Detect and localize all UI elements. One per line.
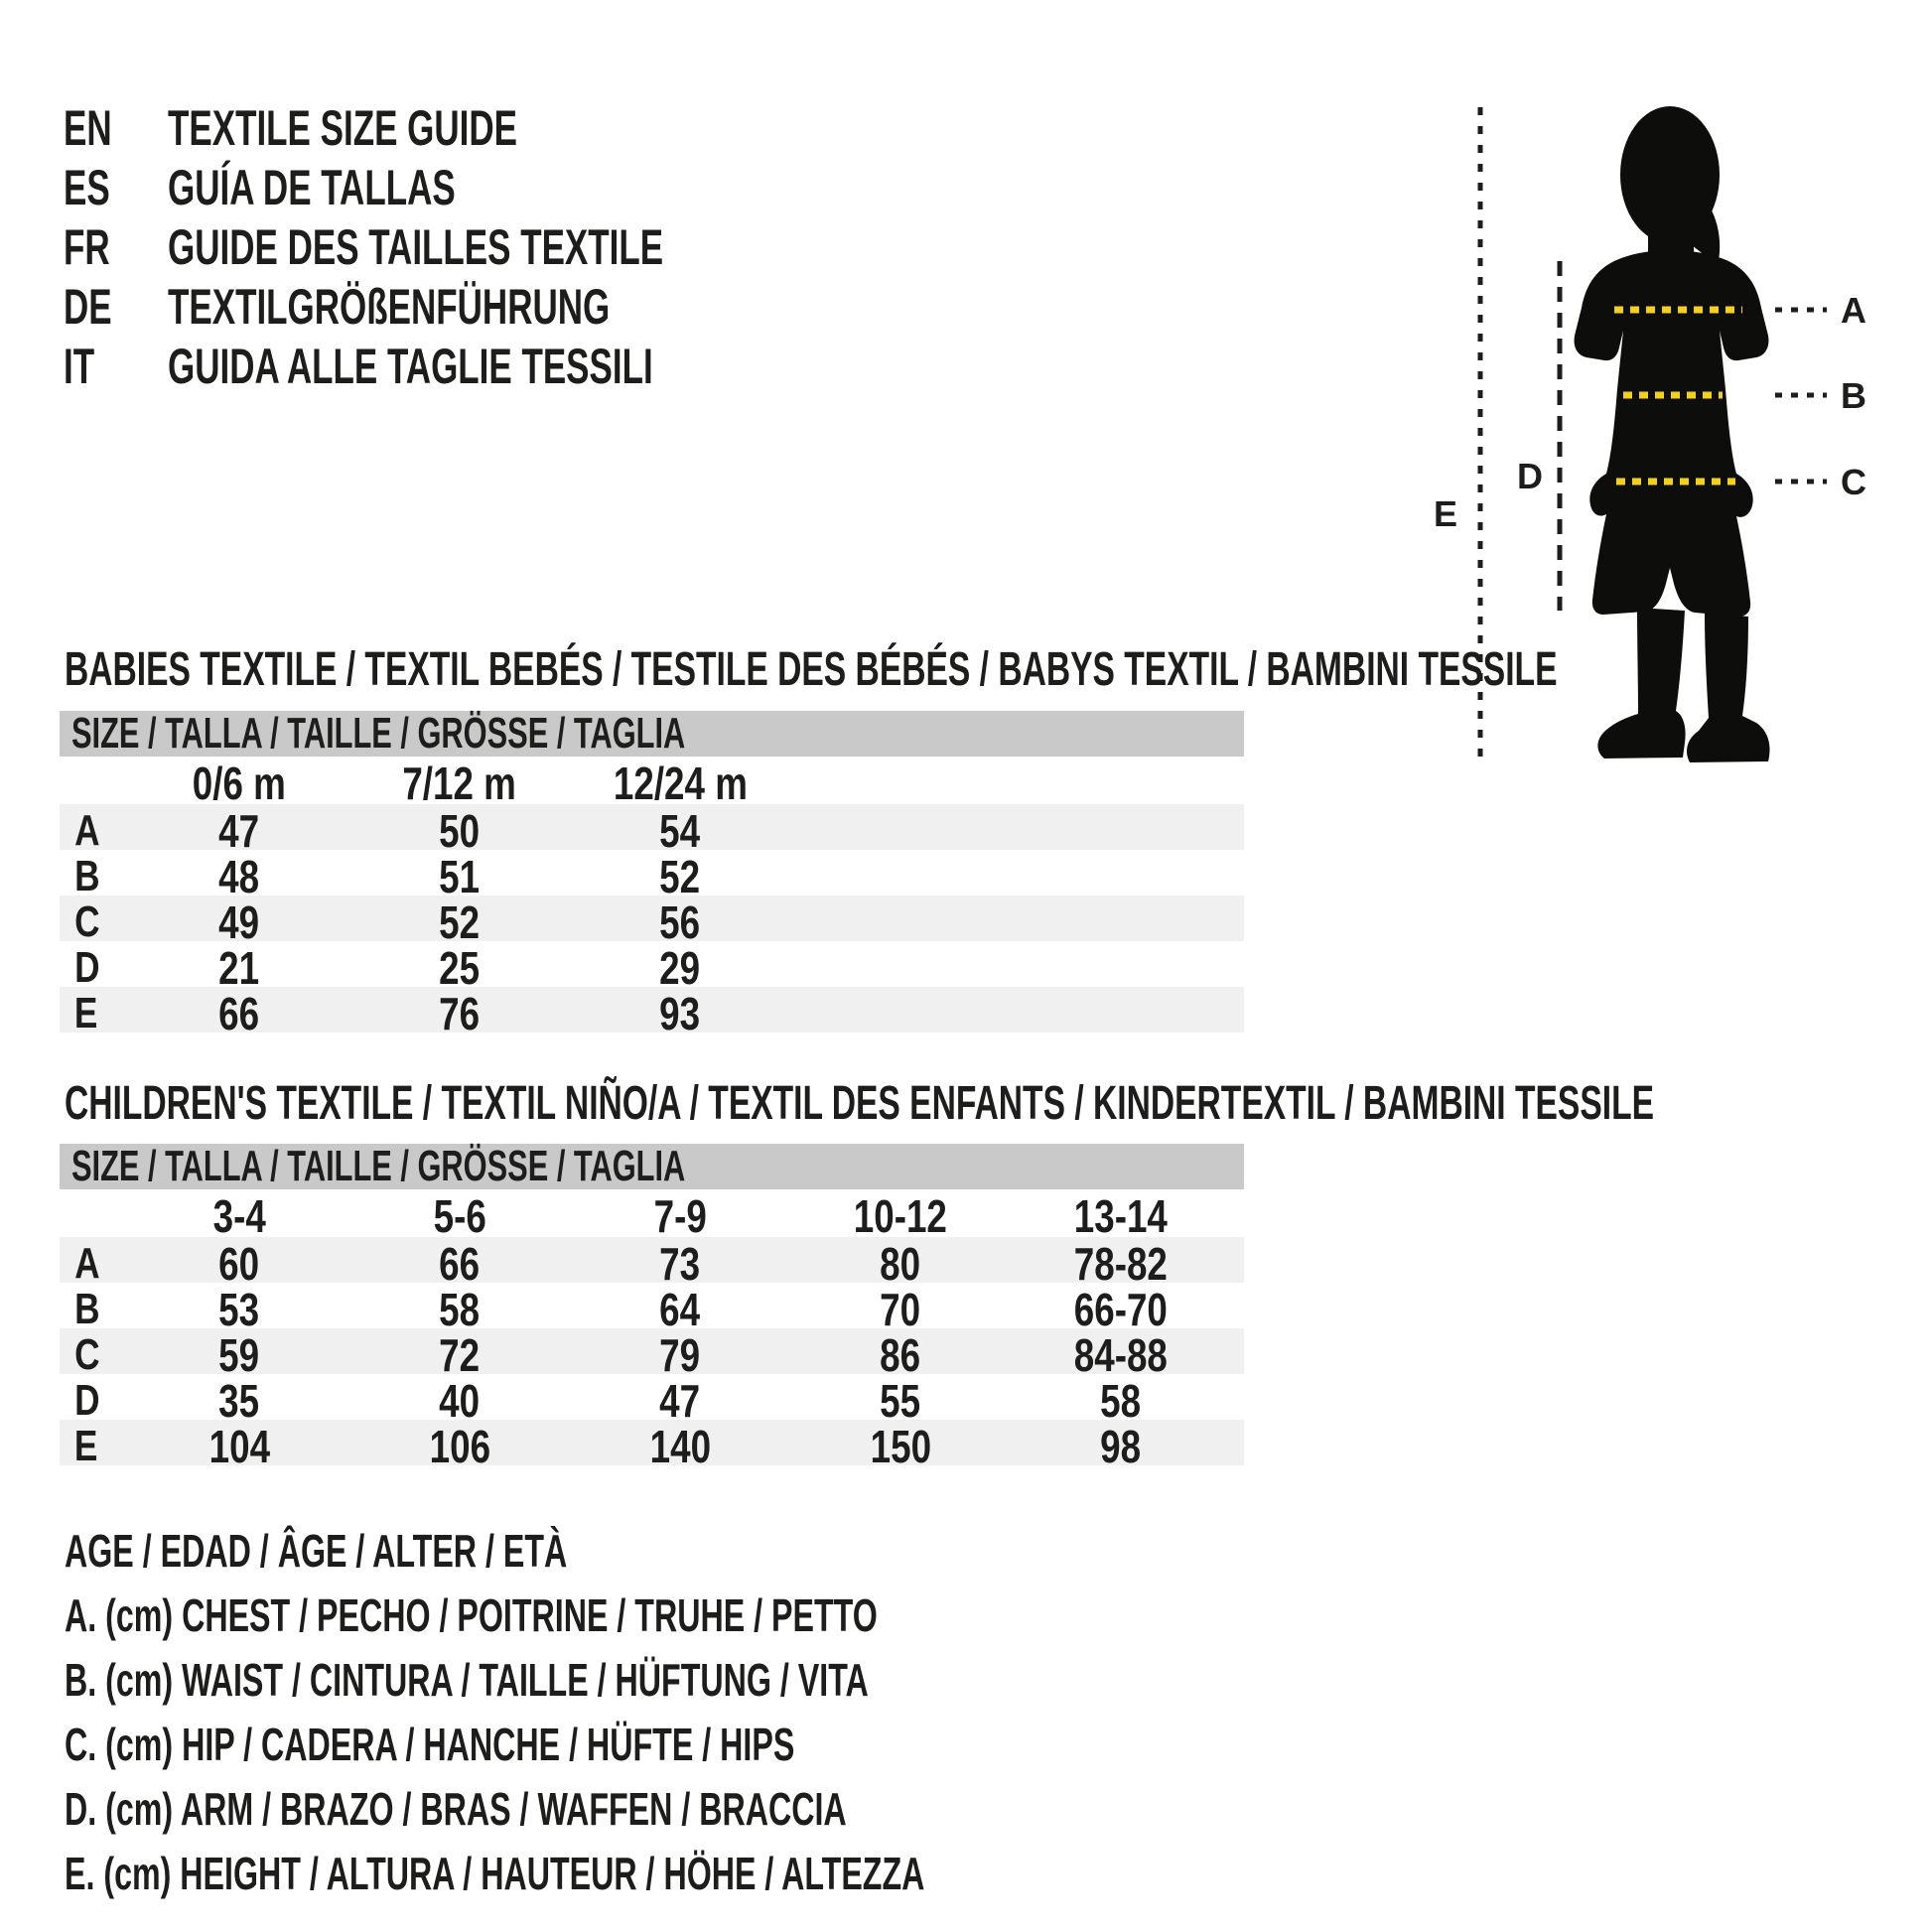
measurement-legend [65, 1519, 1294, 1906]
children-size-table [60, 1142, 1244, 1472]
legend-line-age: AGE / EDAD / ÂGE / ALTER / ETÀ [65, 1525, 568, 1577]
language-row-en [64, 98, 876, 158]
cell: 66 [439, 1238, 481, 1290]
table-row [60, 1328, 1244, 1381]
babies-section-title: BABIES TEXTILE / TEXTIL BEBÉS / TESTILE DES BÉBÉS / BABYS TEXTIL / BAMBINI TESSILE [65, 643, 1558, 696]
language-title: GUÍA DE TALLAS [168, 160, 456, 215]
cell: 48 [218, 851, 260, 902]
table-row [60, 850, 1244, 902]
cell: 47 [659, 1375, 701, 1427]
language-code: FR [64, 219, 110, 275]
language-title: GUIDE DES TAILLES TEXTILE [168, 219, 664, 275]
cell: 49 [218, 897, 260, 948]
cell: 54 [659, 805, 701, 857]
cell: 52 [659, 851, 701, 902]
cell: 58 [1100, 1375, 1142, 1427]
cell: 66 [218, 988, 260, 1039]
table-row [60, 1283, 1244, 1335]
language-title-list [64, 98, 876, 396]
row-label: E [73, 989, 98, 1037]
row-label: A [74, 806, 100, 855]
cell: 60 [218, 1238, 260, 1290]
language-row-de [64, 277, 876, 337]
cell: 76 [439, 988, 481, 1039]
cell: 29 [659, 942, 701, 994]
language-code: IT [64, 339, 95, 394]
row-label: D [74, 943, 100, 992]
waist-label: B [1841, 375, 1866, 416]
arm-label: D [1517, 456, 1543, 496]
cell: 55 [880, 1375, 921, 1427]
table-row [60, 1237, 1244, 1290]
chest-label: A [1841, 290, 1866, 331]
legend-line-waist: B. (cm) WAIST / CINTURA / TAILLE / HÜFTUNG / VITA [65, 1654, 869, 1706]
height-label: E [1434, 493, 1458, 534]
cell: 56 [659, 897, 701, 948]
cell: 70 [880, 1284, 921, 1335]
children-age-col-1: 3-4 [212, 1190, 266, 1242]
language-row-it [64, 337, 876, 396]
cell: 64 [659, 1284, 701, 1335]
cell: 51 [439, 851, 481, 902]
children-age-col-3: 7-9 [653, 1190, 707, 1242]
cell: 59 [218, 1329, 260, 1381]
cell: 58 [439, 1284, 481, 1335]
table-row [60, 987, 1244, 1039]
cell: 72 [439, 1329, 481, 1381]
children-size-header-bar: SIZE / TALLA / TAILLE / GRÖSSE / TAGLIA [60, 1144, 1244, 1189]
row-label: C [74, 897, 100, 946]
cell: 86 [880, 1329, 921, 1381]
cell: 66-70 [1073, 1284, 1169, 1335]
cell: 73 [659, 1238, 701, 1290]
babies-size-table [60, 709, 1244, 1039]
hip-label: C [1841, 462, 1866, 502]
row-label: B [74, 852, 100, 900]
cell: 106 [429, 1421, 490, 1472]
cell: 25 [439, 942, 481, 994]
cell: 98 [1100, 1421, 1142, 1472]
table-row [60, 896, 1244, 948]
babies-age-col-2: 7/12 m [402, 758, 517, 809]
cell: 47 [218, 805, 260, 857]
legend-line-chest: A. (cm) CHEST / PECHO / POITRINE / TRUHE / PETTO [65, 1589, 878, 1641]
table-row [60, 941, 1244, 994]
legend-line-arm: D. (cm) ARM / BRAZO / BRAS / WAFFEN / BRACCIA [65, 1783, 847, 1835]
children-age-col-4: 10-12 [853, 1190, 948, 1242]
table-row [60, 1374, 1244, 1427]
cell: 53 [218, 1284, 260, 1335]
cell: 80 [880, 1238, 921, 1290]
language-title: GUIDA ALLE TAGLIE TESSILI [168, 339, 653, 394]
legend-line-hip: C. (cm) HIP / CADERA / HANCHE / HÜFTE / HIPS [65, 1719, 795, 1770]
row-label: D [74, 1376, 100, 1425]
row-label: B [74, 1285, 100, 1333]
babies-age-col-3: 12/24 m [613, 758, 748, 809]
cell: 84-88 [1073, 1329, 1169, 1381]
silhouette-torso [1575, 250, 1769, 617]
cell: 150 [870, 1421, 931, 1472]
babies-age-header-row [60, 757, 1244, 809]
language-row-es [64, 158, 876, 217]
language-code: ES [64, 160, 110, 215]
children-age-header-row [60, 1189, 1244, 1242]
row-label: E [73, 1422, 98, 1470]
cell: 21 [218, 942, 260, 994]
cell: 52 [439, 897, 481, 948]
cell: 50 [439, 805, 481, 857]
legend-line-height: E. (cm) HEIGHT / ALTURA / HAUTEUR / HÖHE / ALTEZZA [65, 1848, 925, 1899]
language-code: EN [64, 100, 112, 156]
table-row [60, 804, 1244, 857]
cell: 35 [218, 1375, 260, 1427]
children-section-title: CHILDREN'S TEXTILE / TEXTIL NIÑO/A / TEXTIL DES ENFANTS / KINDERTEXTIL / BAMBINI TESSILE [65, 1077, 1655, 1130]
language-title: TEXTILGRÖßENFÜHRUNG [168, 279, 611, 335]
cell: 78-82 [1073, 1238, 1169, 1290]
babies-size-header-bar: SIZE / TALLA / TAILLE / GRÖSSE / TAGLIA [60, 711, 1244, 757]
language-row-fr [64, 217, 876, 277]
cell: 79 [659, 1329, 701, 1381]
cell: 140 [649, 1421, 711, 1472]
cell: 40 [439, 1375, 481, 1427]
row-label: C [74, 1330, 100, 1379]
measurement-diagram [1420, 60, 1932, 854]
cell: 104 [208, 1421, 270, 1472]
table-row [60, 1420, 1244, 1472]
babies-age-col-1: 0/6 m [192, 758, 287, 809]
language-title: TEXTILE SIZE GUIDE [168, 100, 517, 156]
cell: 93 [659, 988, 701, 1039]
children-age-col-2: 5-6 [433, 1190, 486, 1242]
language-code: DE [64, 279, 112, 335]
children-age-col-5: 13-14 [1073, 1190, 1169, 1242]
row-label: A [74, 1239, 100, 1288]
